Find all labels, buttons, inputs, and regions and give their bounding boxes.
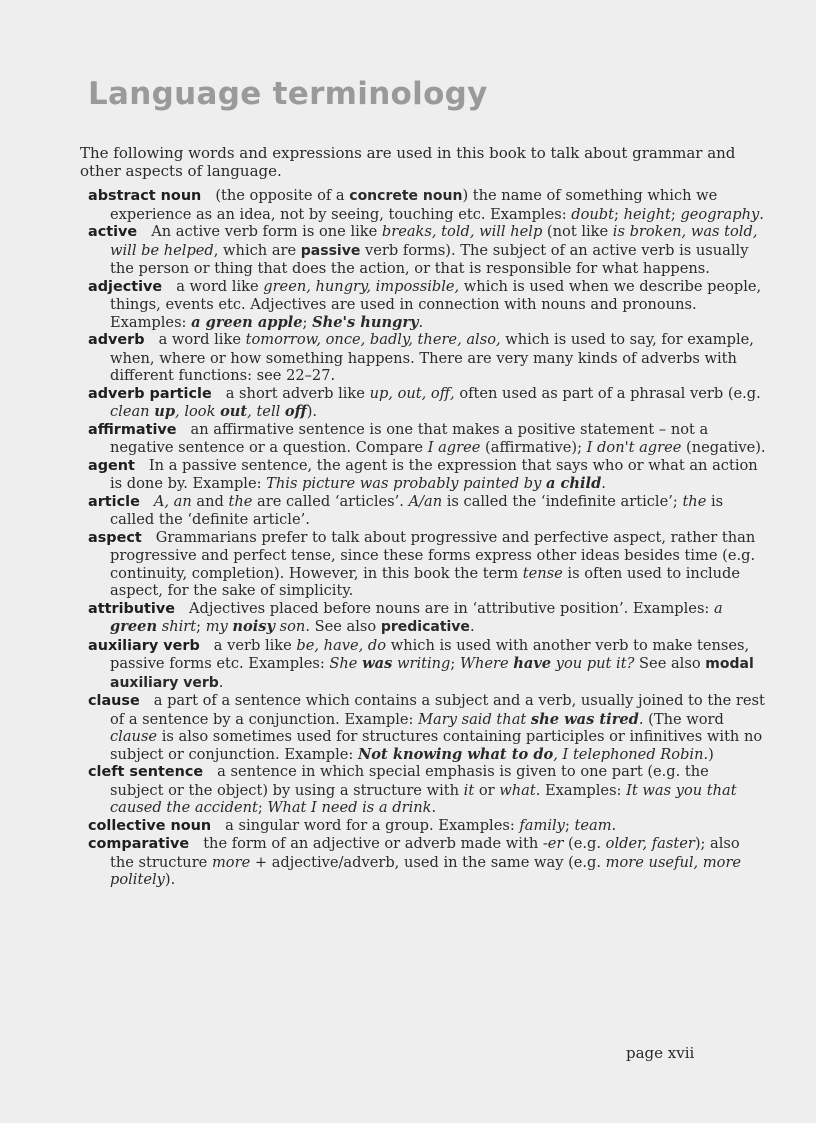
definition-text: (negative). bbox=[681, 439, 766, 456]
glossary-entry bbox=[88, 223, 766, 278]
glossary-entry bbox=[88, 600, 766, 637]
definition-text: a short adverb like bbox=[225, 384, 370, 402]
definition-text: , which are bbox=[213, 241, 301, 259]
definition-text: a part of a sentence which contains a subject and a verb, usually joined to the rest of a sentence by a conjunction. Example: bbox=[110, 692, 765, 728]
definition-text: a verb like bbox=[213, 636, 297, 654]
definition-text: modal auxiliary verb bbox=[110, 656, 754, 691]
glossary-list bbox=[88, 187, 766, 889]
definition-text: shirt bbox=[157, 618, 197, 635]
glossary-term: article bbox=[88, 493, 140, 510]
definition-text: a sentence in which special emphasis is given to one part (e.g. the subject or the object) by using a structure with bbox=[110, 763, 709, 799]
definition-text: noisy bbox=[232, 618, 276, 635]
definition-text: . bbox=[431, 799, 437, 816]
definition-text: . bbox=[218, 673, 224, 691]
definition-text: the bbox=[228, 492, 253, 510]
definition-text: ; bbox=[670, 205, 681, 223]
glossary-entry bbox=[88, 421, 766, 457]
definition-text: height bbox=[623, 205, 671, 223]
definition-text: . bbox=[759, 205, 764, 223]
definition-text: up, out, off, bbox=[369, 384, 455, 402]
glossary-entry bbox=[88, 385, 766, 421]
definition-text: is called the ‘definite article’. bbox=[110, 492, 724, 528]
definition-text: (not like bbox=[542, 223, 613, 240]
definition-text: . bbox=[638, 710, 644, 728]
definition-text: ; bbox=[302, 313, 313, 331]
definition-text: which is used to say, for example, when, where or how something happens. There are very many kinds of adverbs with different functions: see 22–27. bbox=[110, 331, 754, 384]
definition-text: it bbox=[463, 781, 475, 799]
definition-text: A/an bbox=[408, 492, 443, 510]
glossary-entry bbox=[88, 529, 766, 600]
definition-text: (the opposite of a bbox=[215, 187, 350, 204]
definition-text: See also bbox=[634, 655, 706, 672]
definition-text: or bbox=[474, 781, 500, 799]
definition-text: team bbox=[574, 816, 612, 834]
definition-text: , I telephoned Robin. bbox=[553, 745, 709, 763]
definition-text: . See also bbox=[305, 618, 381, 635]
definition-text: a child bbox=[545, 475, 602, 492]
definition-text: the form of an adjective or adverb made with bbox=[203, 835, 543, 852]
definition-text: (e.g. bbox=[563, 835, 606, 852]
definition-text: This picture was probably painted by bbox=[266, 475, 546, 492]
definition-text: tell bbox=[256, 403, 285, 420]
definition-text: . bbox=[611, 816, 617, 834]
definition-text: be, have, do bbox=[296, 636, 387, 654]
definition-text: concrete noun bbox=[349, 188, 463, 204]
definition-text: have bbox=[513, 655, 552, 672]
definition-text: family bbox=[519, 816, 565, 834]
glossary-term: clause bbox=[88, 693, 140, 709]
definition-text: more bbox=[211, 853, 251, 871]
definition-text: a green apple bbox=[191, 313, 303, 331]
definition-text: look bbox=[184, 403, 221, 420]
definition-text: She's hungry bbox=[312, 313, 419, 331]
definition-text: you put it? bbox=[551, 655, 635, 672]
definition-text: passive bbox=[300, 242, 361, 259]
definition-text: . bbox=[418, 313, 424, 331]
definition-text: off bbox=[284, 403, 307, 420]
glossary-term: abstract noun bbox=[88, 188, 202, 204]
definition-text: ) bbox=[708, 745, 714, 763]
definition-text: she was tired bbox=[530, 710, 639, 728]
definition-text: geography bbox=[680, 205, 760, 223]
definition-text: ; bbox=[614, 205, 624, 223]
definition-text: (The word bbox=[643, 710, 724, 728]
glossary-term: comparative bbox=[88, 836, 190, 852]
glossary-term: active bbox=[88, 224, 138, 240]
definition-text: and bbox=[191, 492, 229, 510]
definition-text: a singular word for a group. Examples: bbox=[225, 816, 520, 834]
definition-text: I agree bbox=[427, 439, 481, 456]
glossary-term: aspect bbox=[88, 529, 142, 546]
definition-text: I don't agree bbox=[586, 439, 682, 456]
definition-text: ) the name of something which we experience as an idea, not by seeing, touching etc. Examples: bbox=[110, 187, 718, 223]
definition-text: son bbox=[275, 618, 306, 635]
definition-text: , bbox=[247, 403, 257, 420]
definition-text: ; bbox=[257, 799, 268, 816]
definition-text: ; bbox=[564, 816, 575, 834]
glossary-entry bbox=[88, 817, 766, 836]
definition-text: Adjectives placed before nouns are in ‘attributive position’. Examples: bbox=[189, 599, 714, 617]
glossary-entry bbox=[88, 457, 766, 493]
definition-text: ); also the structure bbox=[110, 835, 740, 871]
glossary-entry bbox=[88, 763, 766, 817]
definition-text: She bbox=[329, 655, 363, 672]
glossary-term: adverb particle bbox=[88, 385, 212, 402]
definition-text: ). bbox=[164, 871, 176, 888]
definition-text: verb forms). The subject of an active verb is usually the person or thing that does the action, or that is responsible for what happens. bbox=[110, 241, 749, 277]
glossary-term: cleft sentence bbox=[88, 764, 204, 780]
definition-text: up bbox=[154, 403, 176, 420]
glossary-term: agent bbox=[88, 457, 135, 474]
definition-text: doubt bbox=[571, 205, 614, 223]
definition-text: -er bbox=[542, 835, 564, 852]
glossary-term: collective noun bbox=[88, 817, 212, 834]
definition-text: (affirmative); bbox=[480, 439, 587, 456]
definition-text: An active verb form is one like bbox=[151, 223, 382, 240]
glossary-term: auxiliary verb bbox=[88, 637, 200, 654]
glossary-entry bbox=[88, 331, 766, 385]
glossary-entry bbox=[88, 278, 766, 332]
page-title: Language terminology bbox=[88, 76, 488, 112]
glossary-term: adverb bbox=[88, 332, 145, 348]
definition-text: ; bbox=[450, 655, 460, 672]
definition-text: . bbox=[469, 618, 475, 635]
glossary-entry bbox=[88, 692, 766, 763]
definition-text: was bbox=[362, 655, 393, 672]
definition-text: A, an bbox=[153, 492, 192, 510]
definition-text: is broken, was told, will be helped bbox=[110, 223, 758, 259]
glossary-term: adjective bbox=[88, 278, 163, 295]
definition-text: . Examples: bbox=[535, 781, 627, 799]
page-number: page xvii bbox=[626, 1044, 695, 1062]
definition-text: which is used with another verb to make tenses, passive forms etc. Examples: bbox=[110, 636, 750, 672]
definition-text: It was you that caused the accident bbox=[110, 781, 737, 816]
glossary-entry bbox=[88, 637, 766, 693]
definition-text: the bbox=[682, 492, 707, 510]
intro-paragraph: The following words and expressions are used in this book to talk about grammar and other aspects of language. bbox=[80, 144, 736, 180]
definition-text: , bbox=[175, 403, 185, 420]
definition-text: clause bbox=[110, 728, 158, 745]
glossary-term: affirmative bbox=[88, 421, 177, 438]
definition-text: is called the ‘indefinite article’; bbox=[442, 492, 683, 510]
definition-text: + adjective/adverb, used in the same way (e.g. bbox=[250, 853, 606, 871]
definition-text: tomorrow, once, badly, there, also, bbox=[245, 331, 501, 348]
definition-text: In a passive sentence, the agent is the expression that says who or what an action is done by. Example: bbox=[110, 456, 758, 492]
definition-text: Mary said that bbox=[418, 710, 531, 728]
glossary-entry bbox=[88, 187, 766, 223]
definition-text: ; bbox=[196, 618, 206, 635]
definition-text: are called ‘articles’. bbox=[252, 492, 409, 510]
definition-text: is often used to include aspect, for the sake of simplicity. bbox=[110, 564, 741, 599]
definition-text: often used as part of a phrasal verb (e.g. bbox=[454, 384, 761, 402]
definition-text: predicative bbox=[380, 619, 470, 635]
definition-text: my bbox=[205, 618, 233, 635]
definition-text: more useful, more politely bbox=[110, 853, 742, 888]
definition-text: is also sometimes used for structures containing participles or infinitives with no subject or conjunction. Example: bbox=[110, 728, 763, 763]
glossary-entry bbox=[88, 835, 766, 889]
definition-text: an affirmative sentence is one that makes a positive statement – not a negative sentence or a question. Compare bbox=[110, 420, 709, 456]
definition-text: a bbox=[713, 599, 723, 617]
definition-text: . bbox=[601, 475, 606, 492]
definition-text: out bbox=[220, 403, 248, 420]
definition-text: green bbox=[110, 618, 158, 635]
definition-text: green, hungry, impossible, bbox=[263, 277, 460, 295]
definition-text: clean bbox=[110, 403, 155, 420]
definition-text: a word like bbox=[176, 277, 264, 295]
definition-text: breaks, told, will help bbox=[381, 223, 543, 240]
definition-text: older, faster bbox=[605, 835, 695, 852]
definition-text: tense bbox=[522, 564, 563, 582]
definition-text: Not knowing what to do bbox=[357, 745, 554, 763]
definition-text: ). bbox=[306, 403, 318, 420]
definition-text: a word like bbox=[158, 331, 246, 348]
glossary-term: attributive bbox=[88, 600, 175, 617]
definition-text: Grammarians prefer to talk about progressive and perfective aspect, rather than progressive and perfect tense, since these forms express other ideas besides time (e.g. continuity, completion). However, in this book the term bbox=[110, 528, 756, 582]
definition-text: What I need is a drink bbox=[267, 799, 432, 816]
glossary-entry bbox=[88, 493, 766, 529]
definition-text: Where bbox=[459, 655, 514, 672]
definition-text: which is used when we describe people, things, events etc. Adjectives are used in connection with nouns and pronouns. Examples: bbox=[110, 277, 762, 331]
definition-text: what bbox=[499, 781, 536, 799]
definition-text: writing bbox=[392, 655, 451, 672]
